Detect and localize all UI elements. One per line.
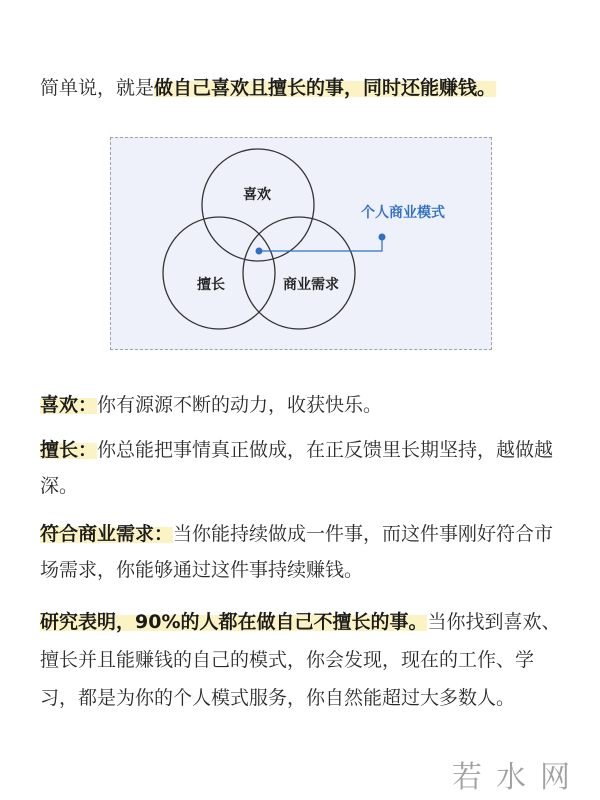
label-good-at: 擅长 [197, 277, 225, 293]
definition-good-at [40, 432, 565, 504]
term-business: 符合商业需求： [40, 523, 174, 545]
callout-label: 个人商业模式 [361, 205, 445, 221]
conclusion-highlight: 研究表明，90%的人都在做自己不擅长的事。 [40, 611, 428, 633]
label-business: 商业需求 [283, 277, 339, 293]
text-business: 当你能持续做成一件事，而这件事刚好符合市场需求，你能够通过这件事持续赚钱。 [40, 523, 554, 581]
text-good-at: 你总能把事情真正做成，在正反馈里长期坚持，越做越深。 [40, 439, 554, 497]
circle-business [243, 217, 355, 329]
conclusion-text: 当你找到喜欢、擅长并且能赚钱的自己的模式，你会发现，现在的工作、学习，都是为你的个人模式服务，你自然能超过大多数人。 [40, 611, 561, 709]
term-like: 喜欢： [40, 394, 98, 416]
text-like: 你有源源不断的动力，收获快乐。 [97, 394, 383, 416]
center-dot-icon [256, 248, 263, 255]
venn-svg [111, 138, 493, 351]
callout-dot-icon [379, 234, 386, 241]
definition-business [40, 516, 565, 588]
definition-like [40, 387, 565, 423]
label-like: 喜欢 [243, 187, 271, 203]
callout-connector [259, 237, 382, 251]
intro-highlight: 做自己喜欢且擅长的事，同时还能赚钱。 [154, 77, 497, 99]
circle-like [202, 149, 314, 261]
intro-text: 简单说，就是 [40, 77, 155, 99]
watermark-logo: 若水网 [452, 760, 584, 795]
conclusion-paragraph [40, 603, 565, 717]
term-good-at: 擅长： [40, 439, 98, 461]
intro-paragraph [40, 70, 565, 106]
venn-diagram [110, 137, 492, 350]
